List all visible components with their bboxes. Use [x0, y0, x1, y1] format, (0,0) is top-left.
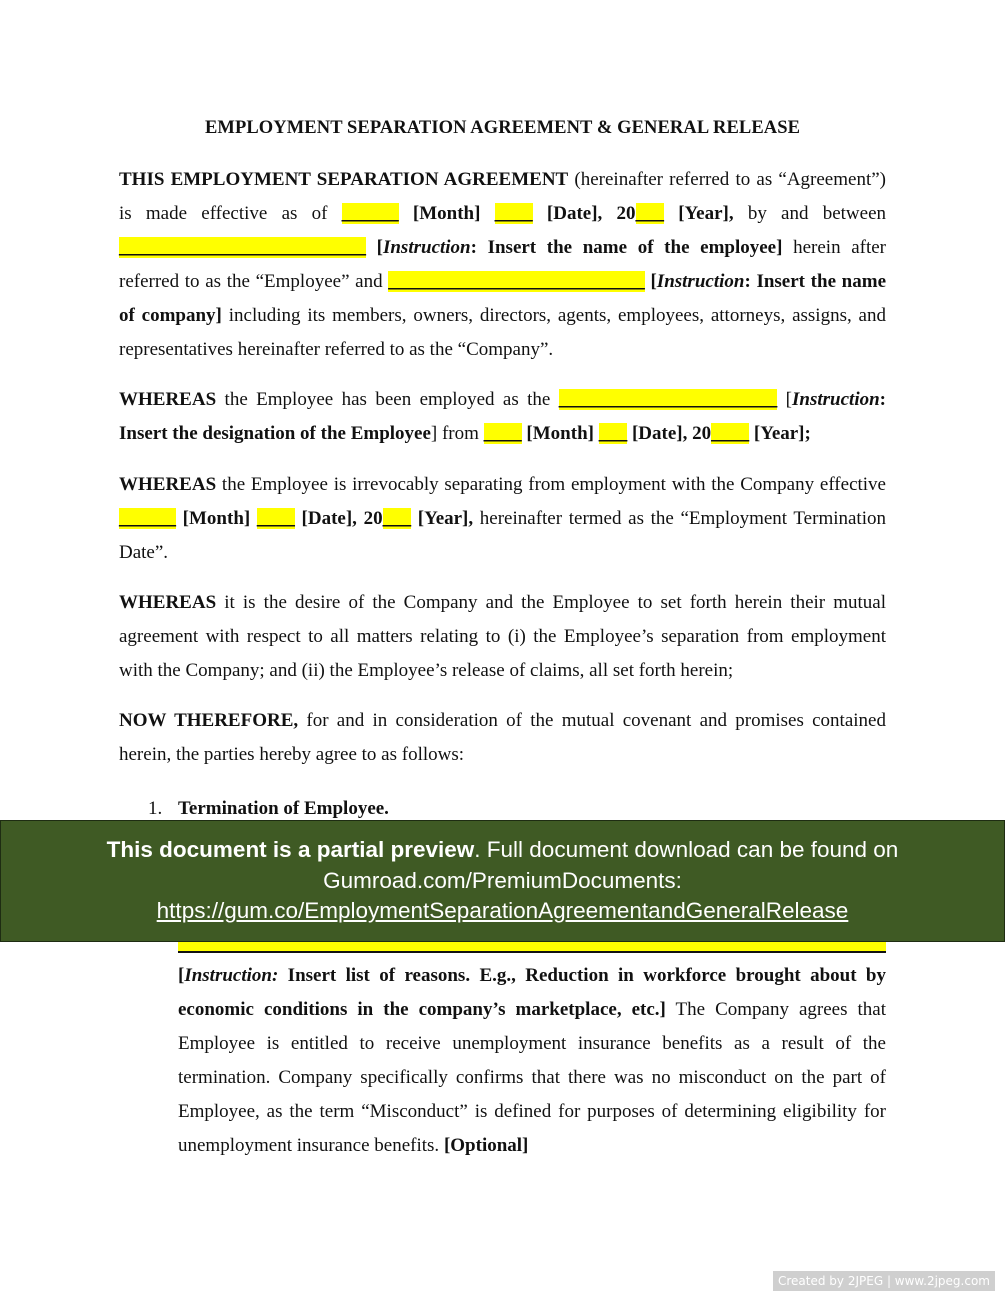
lead-text: WHEREAS: [119, 474, 217, 495]
banner-bold-text: This document is a partial preview: [106, 837, 475, 863]
instruction-employee: : Insert the name of the employee]: [470, 237, 783, 258]
blank-date: ____: [494, 203, 533, 224]
instruction-label: Instruction:: [184, 965, 279, 986]
banner-line-1: [1, 835, 1004, 866]
label-month: [Month]: [398, 203, 495, 224]
instruction-designation: : Insert the designation of the Employee: [119, 389, 886, 444]
text: including its members, owners, directors, agents, employees, attorneys, assigns, and representatives hereinafter referred to as the “Company”.: [119, 305, 886, 360]
whereas-employment-paragraph: [119, 383, 886, 451]
text: by and between: [733, 203, 886, 224]
blank-year: ____: [711, 423, 750, 444]
blank-company-name: ___________________________: [388, 271, 645, 292]
label-month: [Month]: [521, 423, 599, 444]
text: for and in consideration of the mutual covenant and promises contained herein, the parties hereby agree to as follows:: [119, 710, 886, 765]
lead-text: NOW THEREFORE,: [119, 710, 299, 731]
now-therefore-paragraph: [119, 704, 886, 772]
instruction-bracket: [: [366, 237, 383, 258]
optional-tag: [Optional]: [443, 1135, 529, 1156]
lead-text: WHEREAS: [119, 592, 217, 613]
document-title: EMPLOYMENT SEPARATION AGREEMENT & GENERAL RELEASE: [204, 118, 801, 138]
instruction-bracket: [: [777, 389, 793, 410]
blank-year: ___: [635, 203, 664, 224]
instruction-label: Instruction: [656, 271, 745, 292]
text: the Employee is irrevocably separating from employment with the Company effective: [216, 474, 886, 495]
section-number: 1.: [148, 798, 163, 819]
text: (hereinafter referred to as “Agreement”) is made effective as of: [119, 169, 886, 224]
download-link[interactable]: https://gum.co/EmploymentSeparationAgreementandGeneralRelease: [156, 898, 849, 924]
blank-date: ___: [598, 423, 628, 444]
text: hereinafter termed as the “Employment Termination Date”.: [119, 508, 886, 563]
blank-month: ______: [341, 203, 399, 224]
whereas-desire-paragraph: [119, 586, 886, 688]
instruction-company: : Insert the name of company]: [119, 271, 886, 326]
instruction-label: Instruction: [382, 237, 471, 258]
text: The Company agrees that Employee is entitled to receive unemployment insurance benefits as a result of the termination. Company specifically confirms that there was no misconduct on the part of Employee, as the term “Misconduct” is defined for purposes of determining eligibility for unemployment insurance benefits.: [178, 999, 886, 1156]
lead-text: WHEREAS: [119, 389, 217, 410]
section-title: Termination of Employee.: [178, 798, 389, 819]
blank-employee-name: __________________________: [119, 237, 366, 258]
blank-month: ____: [483, 423, 522, 444]
label-date: [Date], 20: [627, 423, 712, 444]
termination-reasons-paragraph: [178, 959, 886, 1163]
label-date: [Date], 20: [532, 203, 636, 224]
label-year: [Year];: [749, 423, 811, 444]
banner-text: . Full document download can be found on: [474, 837, 899, 863]
blank-month: ______: [119, 508, 176, 529]
label-month: [Month]: [176, 508, 257, 529]
label-date: [Date], 20: [294, 508, 383, 529]
blank-year: ___: [382, 508, 412, 529]
intro-paragraph: [119, 163, 886, 367]
preview-banner: [0, 820, 1005, 942]
instruction-bracket: [: [178, 965, 185, 986]
lead-text: THIS EMPLOYMENT SEPARATION AGREEMENT: [119, 169, 569, 190]
banner-line-2: Gumroad.com/PremiumDocuments:: [323, 867, 682, 893]
instruction-reasons: Insert list of reasons. E.g., Reduction in workforce brought about by economic conditions in the company’s marketplace, etc.]: [178, 965, 886, 1020]
label-year: [Year],: [411, 508, 474, 529]
label-year: [Year],: [664, 203, 734, 224]
text: herein after referred to as the “Employee” and: [119, 237, 887, 292]
text: ] from: [430, 423, 484, 444]
text: the Employee has been employed as the: [216, 389, 559, 410]
instruction-label: Instruction: [792, 389, 880, 410]
text: it is the desire of the Company and the Employee to set forth herein their mutual agreement with respect to all matters relating to (i) the Employee’s separation from employment with the Company; and (ii) the Employee’s release of claims, all set forth herein;: [119, 592, 886, 681]
instruction-bracket: [: [644, 271, 657, 292]
blank-date: ____: [256, 508, 295, 529]
whereas-separation-paragraph: [119, 468, 886, 570]
blank-designation: _______________________: [558, 389, 778, 410]
watermark: Created by 2JPEG | www.2jpeg.com: [773, 1271, 995, 1291]
